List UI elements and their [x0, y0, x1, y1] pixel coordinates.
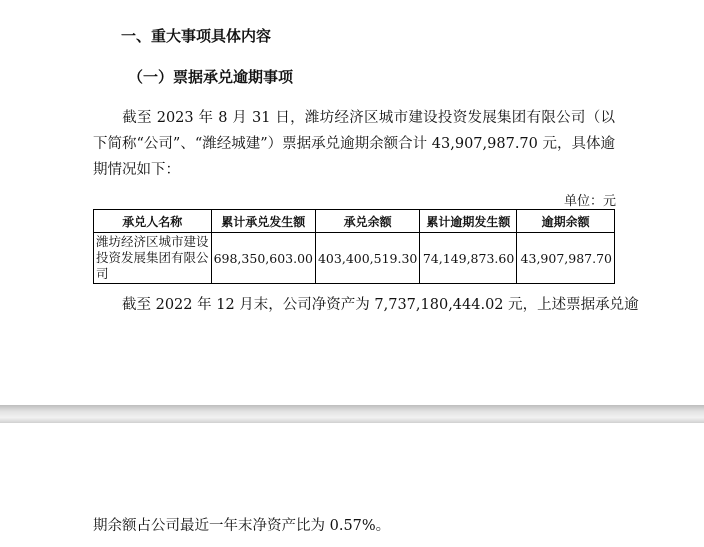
header-cumulative-acceptance: 累计承兑发生额 [211, 210, 315, 233]
cell-acceptor-name: 潍坊经济区城市建设投资发展集团有限公司 [94, 233, 212, 284]
header-overdue-balance: 逾期余额 [517, 210, 615, 233]
net-assets-paragraph [93, 292, 639, 318]
cell-cumulative-acceptance: 698,350,603.00 [211, 233, 315, 284]
subsection-heading: （一）票据承兑逾期事项 [128, 68, 294, 86]
table-row [94, 233, 615, 284]
unit-label: 单位：元 [563, 194, 616, 209]
cell-overdue-balance: 43,907,987.70 [517, 233, 615, 284]
page-break-divider [0, 405, 704, 423]
header-acceptor-name: 承兑人名称 [94, 210, 212, 233]
cell-acceptance-balance: 403,400,519.30 [315, 233, 419, 284]
net-assets-paragraph-text: 截至 2022 年 12 月末，公司净资产为 7,737,180,444.02 元，上述票据承兑逾 [122, 297, 639, 313]
overdue-bill-table [93, 209, 615, 284]
header-acceptance-balance: 承兑余额 [315, 210, 419, 233]
intro-paragraph [93, 105, 615, 183]
intro-paragraph-text: 截至 2023 年 8 月 31 日，潍坊经济区城市建设投资发展集团有限公司（以下简称“公司”、“潍经城建”）票据承兑逾期余额合计 43,907,987.70 元，具体逾期情况如下： [93, 110, 615, 178]
section-heading: 一、重大事项具体内容 [121, 27, 272, 45]
cell-cumulative-overdue: 74,149,873.60 [420, 233, 517, 284]
table-header-row [94, 210, 615, 233]
header-cumulative-overdue: 累计逾期发生额 [420, 210, 517, 233]
ratio-paragraph: 期余额占公司最近一年末净资产比为 0.57%。 [93, 518, 391, 534]
